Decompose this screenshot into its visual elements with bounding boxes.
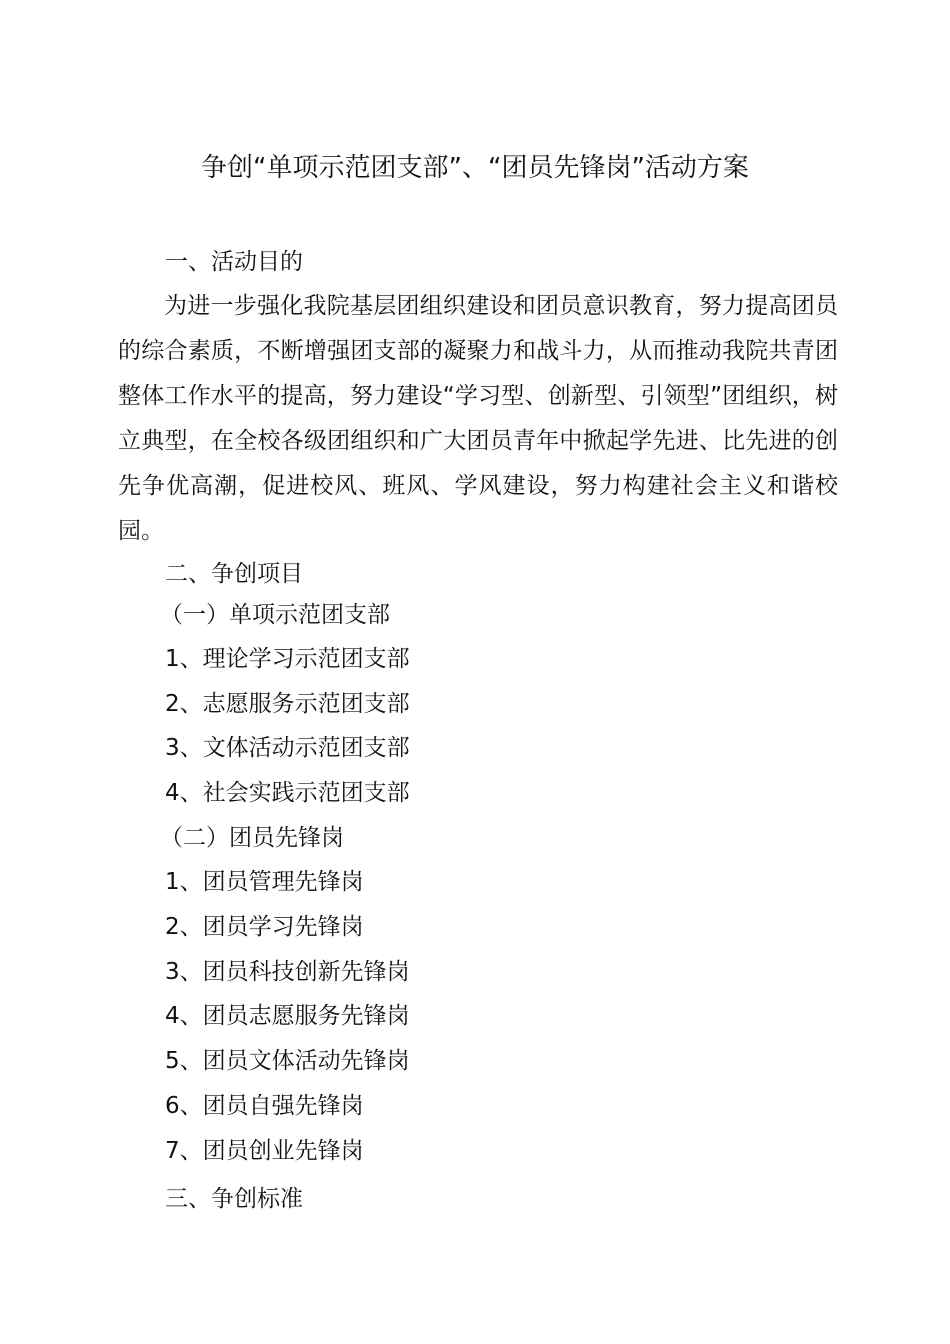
list-item: 2、志愿服务示范团支部 [165,691,410,717]
section-3-heading: 三、争创标准 [165,1186,303,1212]
list-item: 6、团员自强先锋岗 [165,1093,364,1119]
list-item: 4、社会实践示范团支部 [165,780,410,806]
list-item: 3、文体活动示范团支部 [165,735,410,761]
list-item: 3、团员科技创新先锋岗 [165,959,410,985]
section-2-heading: 二、争创项目 [165,561,303,587]
section-1-heading: 一、活动目的 [165,249,303,275]
subsection-2-heading: （二）团员先锋岗 [160,825,344,851]
list-item: 1、理论学习示范团支部 [165,646,410,672]
list-item: 4、团员志愿服务先锋岗 [165,1003,410,1029]
subsection-1-heading: （一）单项示范团支部 [160,602,390,628]
section-1-paragraph: 为进一步强化我院基层团组织建设和团员意识教育，努力提高团员的综合素质，不断增强团支部的凝聚力和战斗力，从而推动我院共青团整体工作水平的提高，努力建设“学习型、创新型、引领型”团组织，树立典型，在全校各级团组织和广大团员青年中掀起学先进、比先进的创先争优高潮，促进校风、班风、学风建设，努力构建社会主义和谐校园。 [118,293,838,544]
list-item: 1、团员管理先锋岗 [165,869,364,895]
document-title: 争创“单项示范团支部”、“团员先锋岗”活动方案 [201,153,749,183]
list-item: 2、团员学习先锋岗 [165,914,364,940]
list-item: 7、团员创业先锋岗 [165,1138,364,1164]
list-item: 5、团员文体活动先锋岗 [165,1048,410,1074]
